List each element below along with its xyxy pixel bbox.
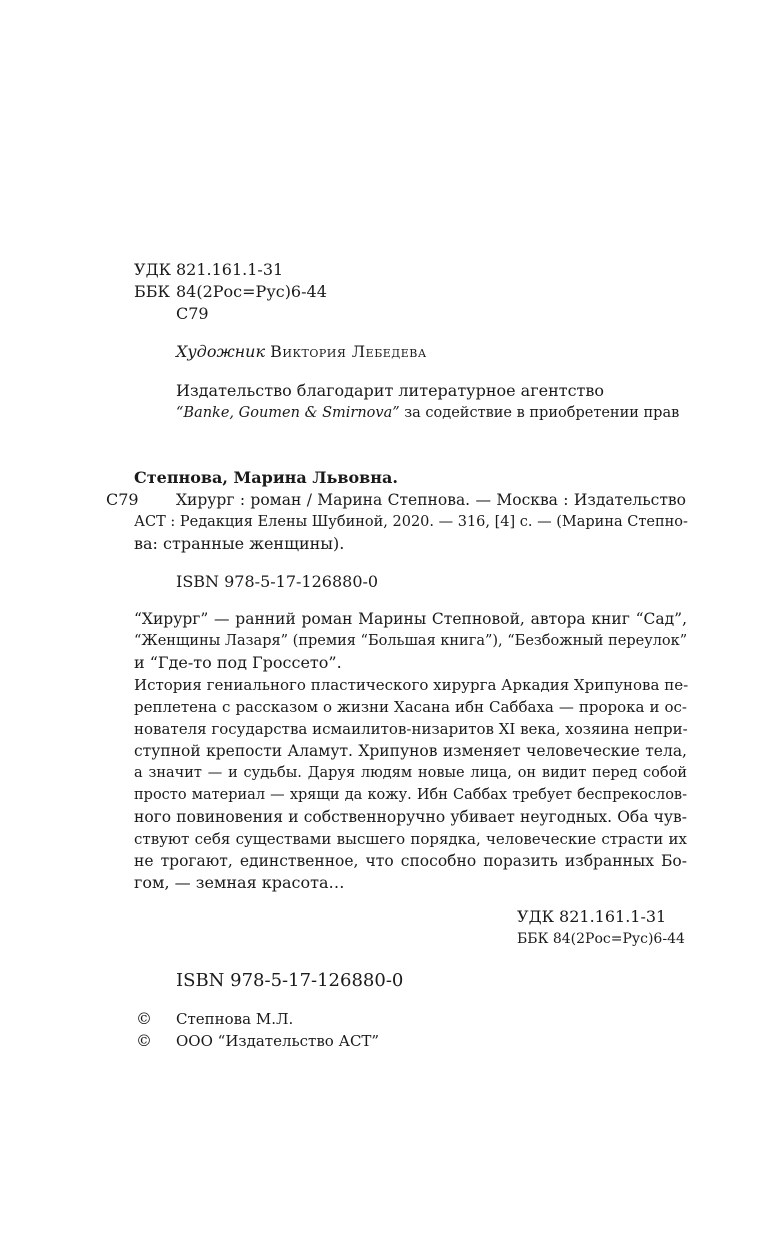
author-mark: С79 [176, 304, 209, 323]
bbk-label: ББК [134, 282, 170, 301]
annotation-line: нователя государства исмаилитов-низаритов XI века, хозяина непри- [134, 720, 688, 738]
thanks-rest: за содействие в приобретении прав [399, 405, 680, 421]
annotation-line: а значит — и судьбы. Даруя людям новые лица, он видит перед собой [134, 765, 687, 781]
catalog-isbn: ISBN 978-5-17-126880-0 [176, 572, 379, 591]
annotation-line: “Женщины Лазаря” (премия “Большая книга”), “Безбожный переулок” [134, 633, 688, 649]
annotation-line: “Хирург” — ранний роман Марины Степновой, автора книг “Сад”, [134, 610, 687, 628]
annotation-line: ступной крепости Аламут. Хрипунов изменяет человеческие тела, [134, 742, 687, 760]
catalog-author: Степнова, Марина Львовна. [134, 468, 398, 487]
isbn-main: ISBN 978-5-17-126880-0 [176, 970, 404, 991]
annotation-line: реплетена с рассказом о жизни Хасана ибн Саббаха — пророка и ос- [134, 698, 687, 716]
artist-name: Виктория Лебедева [270, 342, 427, 361]
thanks-line-2 [176, 402, 679, 424]
catalog-line-3: ва: странные женщины). [134, 534, 345, 553]
udk-value: 821.161.1-31 [176, 260, 284, 279]
annotation-line: и “Где-то под Гроссето”. [134, 653, 342, 672]
copyright-holder: ООО “Издательство АСТ” [176, 1032, 380, 1050]
catalog-mark: С79 [106, 490, 139, 509]
catalog-line-2: АСТ : Редакция Елены Шубиной, 2020. — 316, [4] с. — (Марина Степно- [134, 514, 688, 530]
annotation-line: ствуют себя существами высшего порядка, человеческие страсти их [134, 830, 687, 848]
annotation-line: не трогают, единственное, что способно поразить избранных Бо- [134, 852, 687, 870]
annotation-line: ного повиновения и собственноручно убивает неугодных. Оба чув- [134, 808, 687, 826]
agency-name: “Banke, Goumen & Smirnova” [176, 405, 400, 421]
annotation-line: гом, — земная красота… [134, 873, 345, 892]
annotation-line: просто материал — хрящи да кожу. Ибн Саббах требует беспрекослов- [134, 787, 687, 803]
copyright-icon: © [136, 1031, 152, 1050]
catalog-line-1: Хирург : роман / Марина Степнова. — Москва : Издательство [176, 491, 686, 509]
copyright-icon: © [136, 1009, 152, 1028]
bottom-bbk: ББК 84(2Рос=Рус)6-44 [517, 931, 685, 947]
annotation-line: История гениального пластического хирурга Аркадия Хрипунова пе- [134, 676, 689, 694]
thanks-line-1: Издательство благодарит литературное агентство [176, 381, 605, 400]
bottom-udk: УДК 821.161.1-31 [517, 907, 667, 926]
artist-credit [176, 341, 427, 363]
copyright-holder: Степнова М.Л. [176, 1010, 294, 1028]
udk-label: УДК [134, 260, 171, 279]
bbk-value: 84(2Рос=Рус)6-44 [176, 282, 327, 301]
artist-role: Художник [176, 342, 266, 361]
